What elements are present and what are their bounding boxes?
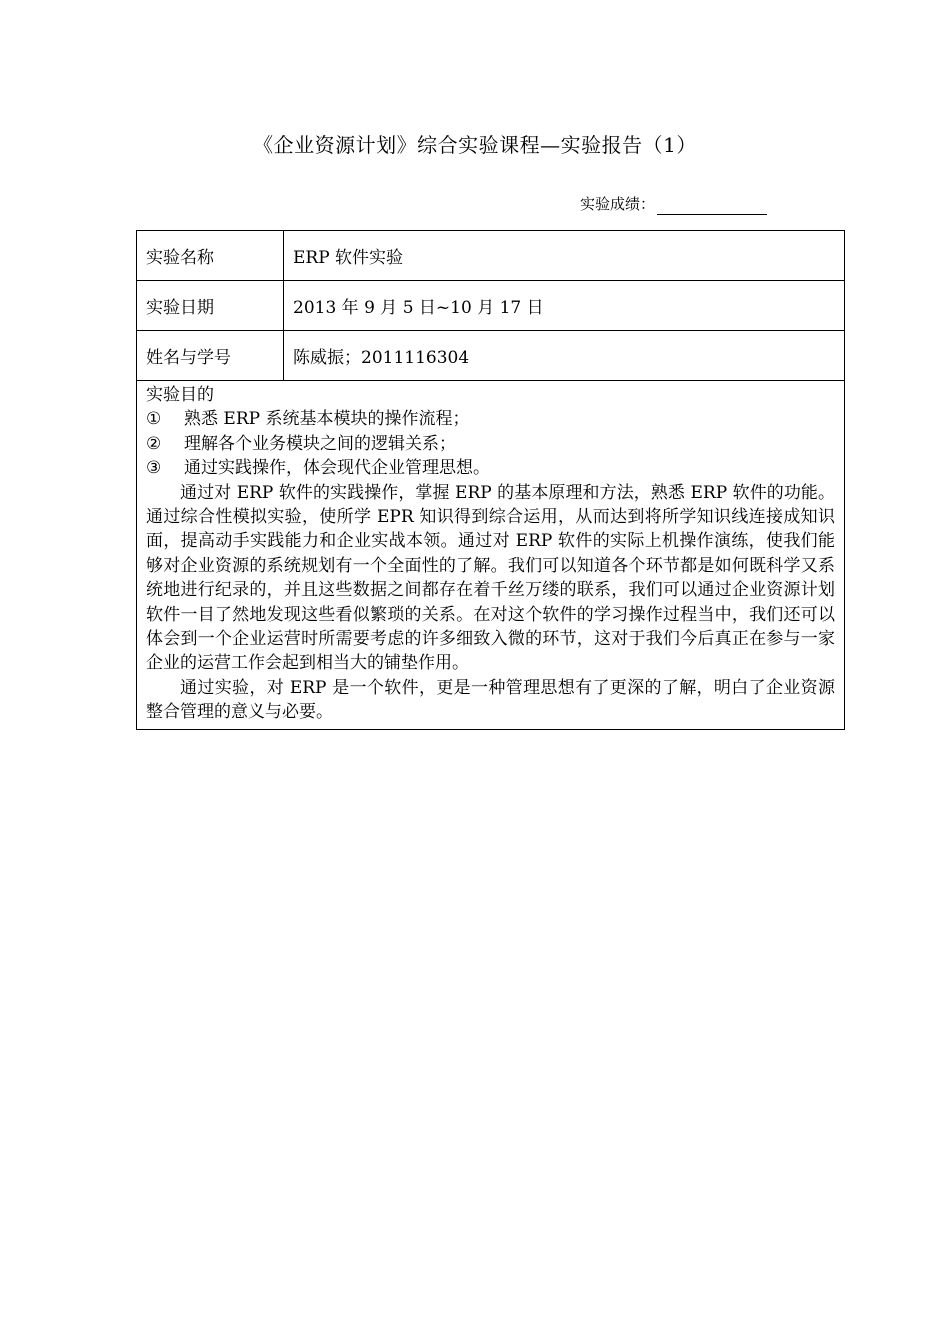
list-item-number: ③ — [146, 458, 162, 479]
purpose-heading: 实验目的 — [146, 385, 214, 405]
list-item-text: 理解各个业务模块之间的逻辑关系； — [184, 433, 456, 454]
purpose-paragraph: 通过对 ERP 软件的实践操作，掌握 ERP 的基本原理和方法，熟悉 ERP 软件的功能。通过综合性模拟实验，使所学 EPR 知识得到综合运用，从而达到将所学知识线连接成知识面，提高动手实践能力和企业实战本领。通过对 ERP 软件的实际上机操作演练，使我们能够对企业资源的系统规划有一个全面性的了解。我们可以知道各个环节都是如何既科学又系统地进行纪录的，并且这些数据之间都存在着千丝万缕的联系，我们可以通过企业资源计划软件一目了然地发现这些看似繁琐的关系。在对这个软件的学习操作过程当中，我们还可以体会到一个企业运营时所需要考虑的许多细致入微的环节，这对于我们今后真正在参与一家企业的运营工作会起到相当大的铺垫作用。 — [146, 482, 835, 674]
purpose-paragraph: 通过实验，对 ERP 是一个软件，更是一种管理思想有了更深的了解，明白了企业资源整合管理的意义与必要。 — [146, 677, 835, 723]
report-title: 《企业资源计划》综合实验课程—实验报告（1） — [253, 133, 697, 157]
list-item-number: ① — [146, 409, 162, 430]
list-item-number: ② — [146, 433, 162, 454]
purpose-cell — [137, 381, 845, 730]
list-item — [146, 432, 835, 456]
list-item-text: 熟悉 ERP 系统基本模块的操作流程； — [184, 409, 470, 430]
grade-field — [657, 196, 767, 215]
table-row — [137, 281, 845, 331]
list-item — [146, 456, 835, 480]
list-item-text: 通过实践操作，体会现代企业管理思想。 — [184, 458, 490, 479]
table-row — [137, 231, 845, 281]
field-label-name-and-id: 姓名与学号 — [137, 331, 284, 381]
field-value-experiment-name: ERP 软件实验 — [284, 231, 845, 281]
grade-label: 实验成绩： — [580, 195, 656, 213]
list-item — [146, 407, 835, 431]
field-value-name-and-id: 陈威振；2011116304 — [284, 331, 845, 381]
field-label-experiment-date: 实验日期 — [137, 281, 284, 331]
table-row — [137, 331, 845, 381]
grade-row — [580, 193, 767, 215]
field-value-experiment-date: 2013 年 9 月 5 日~10 月 17 日 — [284, 281, 845, 331]
purpose-row — [137, 381, 845, 730]
report-table — [136, 230, 845, 730]
field-label-experiment-name: 实验名称 — [137, 231, 284, 281]
